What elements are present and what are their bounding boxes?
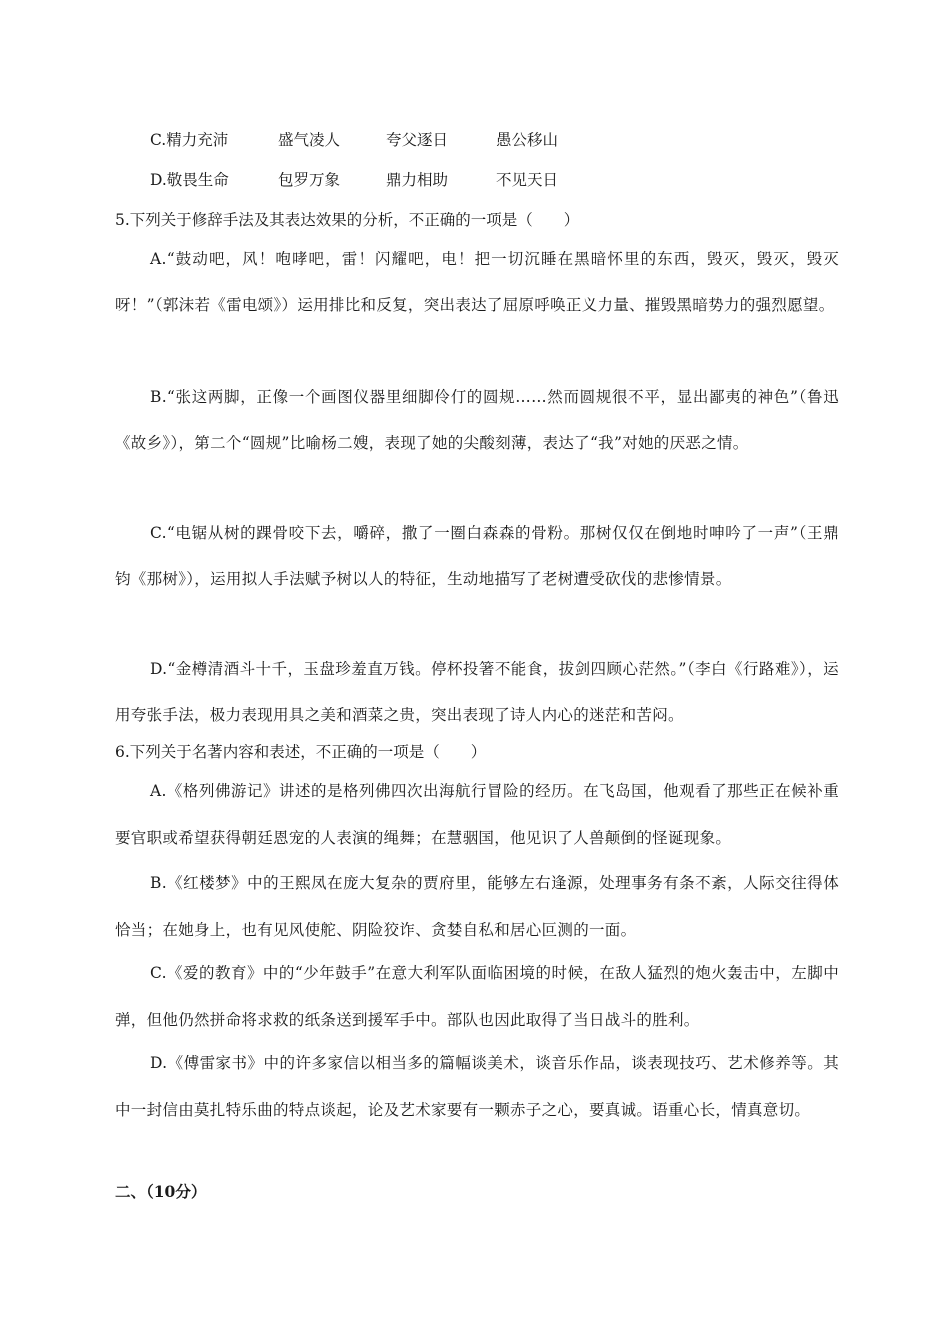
- q5-option-d: D.“金樽清酒斗十千，玉盘珍羞直万钱。停杯投箸不能食，拔剑四顾心茫然。”（李白《行路难》），运用夸张手法，极力表现用具之美和酒菜之贵，突出表现了诗人内心的迷茫和苦闷。: [115, 660, 839, 724]
- q4-option-c-word-4: 愚公移山: [496, 131, 559, 149]
- q6-title: 6.下列关于名著内容和表述，不正确的一项是（ ）: [115, 743, 487, 761]
- q5-option-a: A.“鼓动吧，风！咆哮吧，雷！闪耀吧，电！把一切沉睡在黑暗怀里的东西，毁灭，毁灭，毁灭呀！”（郭沫若《雷电颂》）运用排比和反复，突出表达了屈原呼唤正义力量、摧毁黑暗势力的强烈愿望。: [115, 250, 839, 314]
- q4-option-d-word-1: D.敬畏生命: [150, 171, 229, 189]
- section-two-heading: 二、（10分）: [115, 1182, 207, 1201]
- q6-option-a: A.《格列佛游记》讲述的是格列佛四次出海航行冒险的经历。在飞岛国，他观看了那些正在候补重要官职或希望获得朝廷恩宠的人表演的绳舞；在慧骃国，他见识了人兽颠倒的怪诞现象。: [115, 782, 839, 847]
- q4-option-d-word-4: 不见天日: [496, 171, 559, 189]
- q6-option-d: D.《傅雷家书》中的许多家信以相当多的篇幅谈美术，谈音乐作品，谈表现技巧、艺术修养等。其中一封信由莫扎特乐曲的特点谈起，论及艺术家要有一颗赤子之心，要真诚。语重心长，情真意切。: [115, 1054, 839, 1119]
- q4-option-d-word-2: 包罗万象: [278, 171, 341, 189]
- q4-option-d-word-3: 鼎力相助: [386, 171, 449, 189]
- q5-title: 5.下列关于修辞手法及其表达效果的分析，不正确的一项是（ ）: [115, 211, 580, 229]
- q6-option-b: B.《红楼梦》中的王熙凤在庞大复杂的贾府里，能够左右逢源，处理事务有条不紊，人际交往得体恰当；在她身上，也有见风使舵、阴险狡诈、贪婪自私和居心叵测的一面。: [115, 874, 839, 939]
- q5-option-c: C.“电锯从树的踝骨咬下去，嚼碎，撒了一圈白森森的骨粉。那树仅仅在倒地时呻吟了一声”（王鼎钧《那树》），运用拟人手法赋予树以人的特征，生动地描写了老树遭受砍伐的悲惨情景。: [115, 524, 839, 588]
- q5-option-b: B.“张这两脚，正像一个画图仪器里细脚伶仃的圆规……然而圆规很不平，显出鄙夷的神色”（鲁迅《故乡》），第二个“圆规”比喻杨二嫂，表现了她的尖酸刻薄，表达了“我”对她的厌恶之情。: [115, 388, 839, 452]
- q4-option-c-word-2: 盛气凌人: [278, 131, 341, 149]
- q4-option-c-word-1: C.精力充沛: [150, 131, 229, 149]
- q4-option-c-word-3: 夸父逐日: [386, 131, 449, 149]
- q6-option-c: C.《爱的教育》中的“少年鼓手”在意大利军队面临困境的时候，在敌人猛烈的炮火轰击中，左脚中弹，但他仍然拼命将求救的纸条送到援军手中。部队也因此取得了当日战斗的胜利。: [115, 964, 839, 1029]
